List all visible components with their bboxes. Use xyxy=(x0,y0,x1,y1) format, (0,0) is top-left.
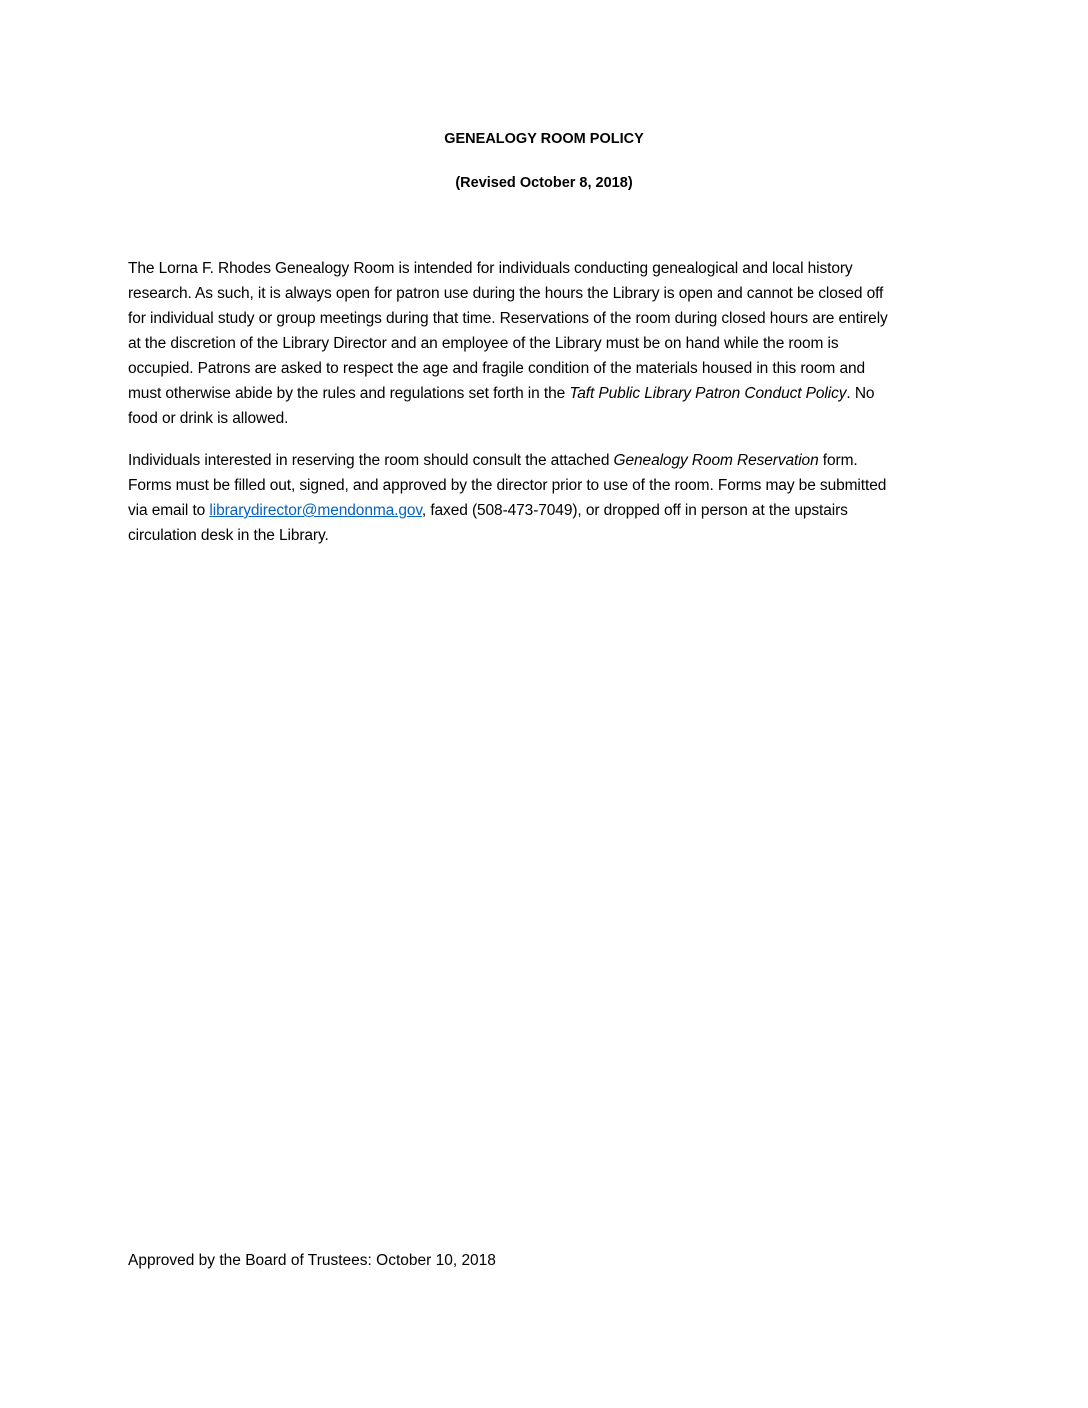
paragraph-2-line-2: Forms must be filled out, signed, and approved by the director prior to use of the room. Forms may be submitted xyxy=(128,477,887,494)
paragraph-1-line-7: food or drink is allowed. xyxy=(128,410,289,427)
revision-date: (Revised October 8, 2018) xyxy=(455,175,633,191)
paragraph-2-line-3-end: , faxed (508-473-7049), or dropped off in person at the upstairs xyxy=(421,502,848,519)
reservation-form-title: Genealogy Room Reservation xyxy=(613,452,819,469)
paragraph-2-line-4: circulation desk in the Library. xyxy=(128,527,329,544)
approval-footer: Approved by the Board of Trustees: October 10, 2018 xyxy=(128,1252,496,1269)
policy-paragraph-2 xyxy=(128,448,960,548)
paragraph-1-line-1: The Lorna F. Rhodes Genealogy Room is intended for individuals conducting genealogical and local history xyxy=(128,260,853,277)
paragraph-2-line-1-end: form. xyxy=(818,452,858,469)
email-link[interactable]: librarydirector@mendonma.gov xyxy=(209,502,422,519)
paragraph-1-line-5: occupied. Patrons are asked to respect the age and fragile condition of the materials housed in this room and xyxy=(128,360,865,377)
paragraph-1-line-6-end: . No xyxy=(846,385,875,402)
paragraph-2-line-3-text: via email to xyxy=(128,502,210,519)
paragraph-1-line-2: research. As such, it is always open for patron use during the hours the Library is open and cannot be closed off xyxy=(128,285,884,302)
paragraph-1-line-6 xyxy=(128,381,960,406)
policy-paragraph-1 xyxy=(128,256,960,431)
conduct-policy-title: Taft Public Library Patron Conduct Policy xyxy=(569,385,847,402)
paragraph-1-line-6-text: must otherwise abide by the rules and regulations set forth in the xyxy=(128,385,570,402)
paragraph-1-line-3: for individual study or group meetings during that time. Reservations of the room during closed hours are entirely xyxy=(128,310,888,327)
paragraph-2-line-3 xyxy=(128,498,960,523)
page-title: GENEALOGY ROOM POLICY xyxy=(444,131,644,147)
paragraph-2-line-1-text: Individuals interested in reserving the room should consult the attached xyxy=(128,452,614,469)
paragraph-2-line-1 xyxy=(128,448,960,473)
paragraph-1-line-4: at the discretion of the Library Director and an employee of the Library must be on hand while the room is xyxy=(128,335,839,352)
